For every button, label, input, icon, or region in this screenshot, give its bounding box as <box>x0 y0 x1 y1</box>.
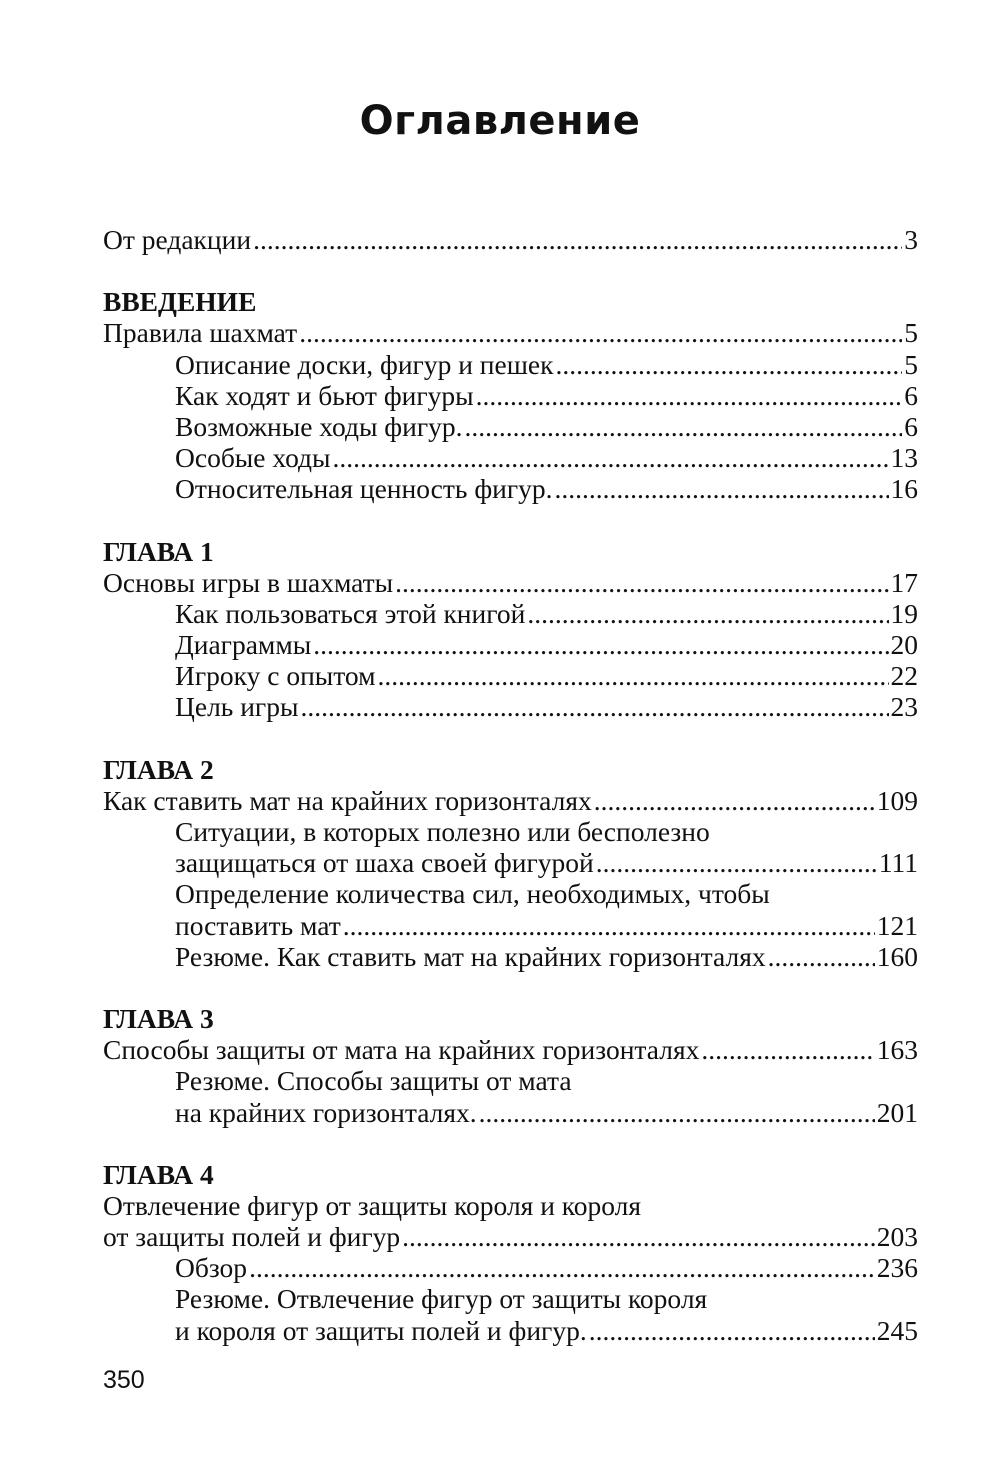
toc-entry-text: Как ставить мат на крайних горизонталях <box>103 784 592 816</box>
leader-dots <box>249 1252 875 1283</box>
toc-entry-text: От редакции <box>103 224 252 255</box>
toc-entry-page: 111 <box>878 847 918 879</box>
toc-entry-page: 17 <box>890 566 918 598</box>
toc-entry-text: Отвлечение фигур от защиты короля и короля <box>103 1189 642 1221</box>
toc-entry <box>103 941 918 972</box>
leader-dots <box>768 941 875 972</box>
toc-entry <box>103 1065 918 1096</box>
toc-entry-page: 20 <box>890 629 918 661</box>
toc-entry <box>103 1283 918 1314</box>
toc-entry-page: 245 <box>876 1314 918 1346</box>
toc-entry-front <box>103 224 918 255</box>
toc-entry-page: 109 <box>876 784 918 816</box>
toc-entry <box>103 1097 918 1128</box>
toc-entry-text: поставить мат <box>175 909 341 941</box>
toc-entry-text: Резюме. Как ставить мат на крайних горизонталях <box>175 940 766 972</box>
leader-dots <box>253 224 902 255</box>
toc-entry <box>103 442 918 473</box>
toc-entry-text: Диаграммы <box>175 629 312 661</box>
toc-entry <box>103 785 918 816</box>
toc-entry-text: Определение количества сил, необходимых, чтобы <box>175 878 770 910</box>
toc-entry <box>103 1315 918 1346</box>
leader-dots <box>527 598 888 629</box>
toc-entry <box>103 1190 918 1221</box>
leader-dots <box>378 660 889 691</box>
toc-entry <box>103 1252 918 1283</box>
toc-entry <box>103 317 918 348</box>
page-title: Оглавление <box>359 98 641 144</box>
toc-entry-text: от защиты полей и фигур <box>103 1221 401 1253</box>
toc-entry-page: 23 <box>890 691 918 723</box>
toc-entry <box>103 691 918 722</box>
toc-entry <box>103 349 918 380</box>
leader-dots <box>300 691 888 722</box>
toc-entry-text: Ситуации, в которых полезно или бесполезно <box>175 816 710 847</box>
toc-entry <box>103 910 918 941</box>
leader-dots <box>701 1034 874 1065</box>
toc-entry-page: 121 <box>876 909 918 941</box>
toc-entry-page: 6 <box>904 379 918 411</box>
toc-entry-text: Обзор <box>175 1252 248 1284</box>
leader-dots <box>333 442 889 473</box>
toc-entry-text: на крайних горизонталях. <box>175 1096 477 1128</box>
toc-entry <box>103 473 918 504</box>
toc-entry-page: 5 <box>904 348 918 380</box>
leader-dots <box>555 349 902 380</box>
leader-dots <box>479 1097 875 1128</box>
toc-entry-text: Резюме. Способы защиты от мата <box>175 1065 572 1097</box>
toc-entry <box>103 816 918 847</box>
toc-entry-page: 203 <box>876 1221 918 1253</box>
toc-entry <box>103 1034 918 1065</box>
section-heading: ГЛАВА 4 <box>103 1158 214 1190</box>
toc-entry-page: 3 <box>904 224 918 255</box>
toc-entry-page: 22 <box>890 660 918 692</box>
toc-entry-text: Способы защиты от мата на крайних горизонталях <box>103 1034 700 1066</box>
toc-entry-text: защищаться от шаха своей фигурой <box>175 847 594 879</box>
toc-entry-page: 6 <box>904 410 918 442</box>
toc-entry-text: Правила шахмат <box>103 317 298 349</box>
section-heading: ВВЕДЕНИЕ <box>103 286 257 318</box>
toc-entry <box>103 1221 918 1252</box>
toc-entry-page: 201 <box>876 1096 918 1128</box>
table-of-contents <box>103 224 918 1346</box>
leader-dots <box>594 785 875 816</box>
section-heading: ГЛАВА 3 <box>103 1002 214 1034</box>
leader-dots <box>465 411 903 442</box>
leader-dots <box>555 473 889 504</box>
toc-entry <box>103 660 918 691</box>
leader-dots <box>589 1315 875 1346</box>
page-number: 350 <box>103 1366 145 1394</box>
section-heading: ГЛАВА 2 <box>103 753 214 785</box>
leader-dots <box>395 567 888 598</box>
toc-entry-page: 163 <box>876 1034 918 1066</box>
toc-entry-page: 13 <box>890 442 918 474</box>
leader-dots <box>476 380 903 411</box>
toc-entry-page: 160 <box>876 940 918 972</box>
toc-entry-text: Цель игры <box>175 691 299 723</box>
toc-entry-text: Особые ходы <box>175 442 331 474</box>
toc-entry-page: 19 <box>890 597 918 629</box>
leader-dots <box>299 317 902 348</box>
toc-entry-text: Относительная ценность фигур. <box>175 473 553 505</box>
toc-entry-text: Игроку с опытом <box>175 660 376 692</box>
toc-entry <box>103 847 918 878</box>
toc-entry <box>103 629 918 660</box>
toc-entry-text: Как пользоваться этой книгой <box>175 597 526 629</box>
toc-entry-text: Как ходят и бьют фигуры <box>175 379 474 411</box>
leader-dots <box>402 1221 875 1252</box>
toc-entry <box>103 380 918 411</box>
toc-entry-page: 236 <box>876 1252 918 1284</box>
leader-dots <box>343 910 875 941</box>
toc-entry <box>103 567 918 598</box>
section-heading: ГЛАВА 1 <box>103 535 214 567</box>
toc-entry-text: Возможные ходы фигур. <box>175 410 463 442</box>
toc-entry-text: и короля от защиты полей и фигур. <box>175 1314 587 1346</box>
toc-entry-page: 5 <box>904 317 918 349</box>
toc-entry <box>103 598 918 629</box>
toc-entry-text: Описание доски, фигур и пешек <box>175 348 554 380</box>
toc-entry <box>103 411 918 442</box>
toc-entry <box>103 878 918 909</box>
toc-entry-text: Резюме. Отвлечение фигур от защиты короля <box>175 1283 708 1315</box>
toc-sections <box>103 255 918 1346</box>
leader-dots <box>313 629 888 660</box>
toc-entry-page: 16 <box>890 473 918 505</box>
toc-entry-text: Основы игры в шахматы <box>103 566 394 598</box>
leader-dots <box>596 847 877 878</box>
